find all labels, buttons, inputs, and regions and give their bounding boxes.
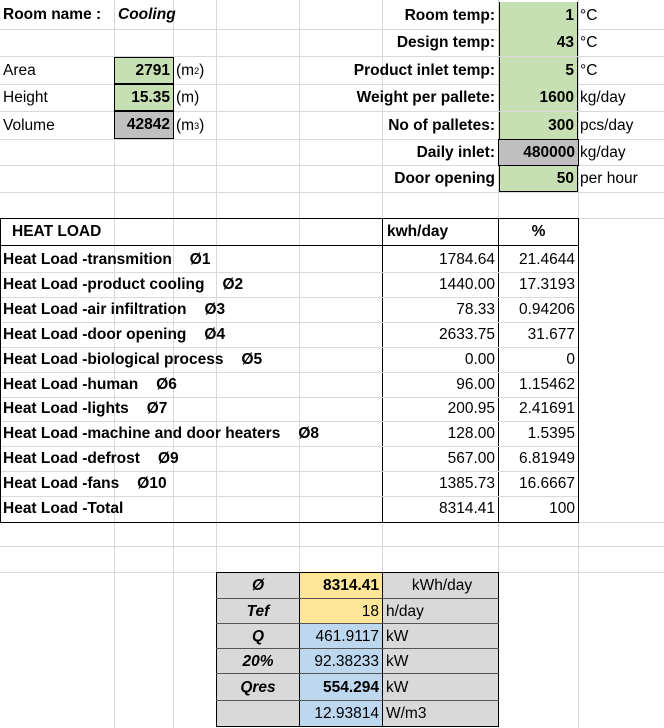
heat-load-percent-value[interactable]: 1.5395 bbox=[527, 425, 575, 443]
kwh-day-header: kwh/day bbox=[387, 223, 449, 241]
heat-load-symbol: Ø7 bbox=[146, 400, 168, 418]
heat-load-symbol: Ø2 bbox=[222, 276, 244, 294]
room-name-label: Room name : bbox=[3, 6, 102, 24]
summary-label bbox=[217, 701, 299, 726]
heat-load-percent-value[interactable]: 17.3193 bbox=[518, 276, 575, 294]
summary-unit: W/m3 bbox=[383, 701, 498, 726]
param-inlet-temp-unit: °C bbox=[580, 61, 598, 79]
summary-label: 20% bbox=[217, 649, 299, 674]
area-unit: (m 2 ) bbox=[176, 62, 205, 80]
heat-load-label: Heat Load -human bbox=[3, 376, 139, 394]
heat-load-percent-value[interactable]: 0.94206 bbox=[518, 301, 575, 319]
heat-load-kwh-value[interactable]: 2633.75 bbox=[438, 326, 495, 344]
summary-value[interactable]: 8314.41 bbox=[300, 573, 382, 599]
heat-load-kwh-value[interactable]: 200.95 bbox=[447, 400, 495, 418]
heat-load-percent-value[interactable]: 1.15462 bbox=[518, 376, 575, 394]
param-design-temp-label: Design temp: bbox=[396, 33, 495, 51]
summary-label: Tef bbox=[217, 599, 299, 624]
heat-load-kwh-value[interactable]: 1440.00 bbox=[438, 276, 495, 294]
summary-unit: kW bbox=[383, 624, 498, 649]
summary-unit: kWh/day bbox=[383, 573, 498, 599]
heat-load-row-name bbox=[0, 422, 380, 446]
heat-load-header: HEAT LOAD bbox=[12, 223, 102, 241]
heat-load-label: Heat Load -biological process bbox=[3, 351, 224, 369]
heat-load-row-name bbox=[0, 447, 380, 471]
heat-load-symbol: Ø6 bbox=[156, 376, 177, 394]
heat-load-symbol: Ø10 bbox=[137, 475, 167, 493]
heat-load-percent-value[interactable]: 21.4644 bbox=[518, 251, 575, 269]
heat-load-row-name bbox=[0, 373, 380, 397]
heat-load-kwh-value[interactable]: 128.00 bbox=[447, 425, 495, 443]
summary-label: Q bbox=[217, 624, 299, 649]
heat-load-percent-value[interactable]: 100 bbox=[549, 500, 575, 518]
param-inlet-temp-value[interactable]: 5 bbox=[499, 57, 578, 84]
height-label: Height bbox=[3, 89, 48, 107]
summary-value[interactable]: 18 bbox=[300, 599, 382, 624]
summary-value[interactable]: 12.93814 bbox=[300, 701, 382, 726]
summary-unit: h/day bbox=[383, 599, 498, 624]
param-pallets-value[interactable]: 300 bbox=[499, 112, 578, 139]
heat-load-percent-value[interactable]: 16.6667 bbox=[518, 475, 575, 493]
param-design-temp-value[interactable]: 43 bbox=[499, 29, 578, 56]
heat-load-row-name bbox=[0, 298, 380, 322]
param-door-opening-label: Door opening bbox=[394, 170, 495, 188]
volume-unit: (m 3 ) bbox=[176, 117, 205, 135]
heat-load-percent-value[interactable]: 2.41691 bbox=[518, 400, 575, 418]
heat-load-kwh-value[interactable]: 1385.73 bbox=[438, 475, 495, 493]
heat-load-row-name bbox=[0, 397, 380, 421]
heat-load-kwh-value[interactable]: 567.00 bbox=[447, 450, 495, 468]
heat-load-kwh-value[interactable]: 1784.64 bbox=[438, 251, 495, 269]
summary-value[interactable]: 461.9117 bbox=[300, 624, 382, 649]
heat-load-row-name bbox=[0, 348, 380, 372]
param-daily-inlet-label: Daily inlet: bbox=[416, 143, 495, 161]
area-label: Area bbox=[3, 62, 36, 80]
percent-header: % bbox=[531, 223, 546, 241]
heat-load-symbol: Ø5 bbox=[241, 351, 263, 369]
heat-load-label: Heat Load -defrost bbox=[3, 450, 140, 468]
param-weight-unit: kg/day bbox=[580, 88, 626, 106]
param-pallets-label: No of palletes: bbox=[388, 116, 495, 134]
heat-load-label: Heat Load -door opening bbox=[3, 326, 187, 344]
param-daily-inlet-unit: kg/day bbox=[580, 143, 626, 161]
heat-load-label: Heat Load -Total bbox=[3, 500, 124, 518]
heat-load-kwh-value[interactable]: 78.33 bbox=[456, 301, 495, 319]
heat-load-label: Heat Load -air infiltration bbox=[3, 301, 187, 319]
volume-value[interactable]: 42842 bbox=[114, 111, 174, 139]
summary-unit: kW bbox=[383, 649, 498, 674]
heat-load-label: Heat Load -lights bbox=[3, 400, 129, 418]
param-design-temp-unit: °C bbox=[580, 33, 598, 51]
room-name-value[interactable]: Cooling bbox=[118, 6, 176, 24]
param-weight-label: Weight per pallete: bbox=[356, 88, 495, 106]
param-room-temp-label: Room temp: bbox=[404, 6, 495, 24]
heat-load-symbol: Ø9 bbox=[157, 450, 179, 468]
heat-load-symbol: Ø4 bbox=[204, 326, 226, 344]
param-room-temp-unit: °C bbox=[580, 6, 598, 24]
summary-label: Qres bbox=[217, 674, 299, 701]
param-inlet-temp-label: Product inlet temp: bbox=[353, 61, 495, 79]
heat-load-label: Heat Load -machine and door heaters bbox=[3, 425, 281, 443]
summary-value[interactable]: 92.38233 bbox=[300, 649, 382, 674]
heat-load-percent-value[interactable]: 31.677 bbox=[527, 326, 575, 344]
heat-load-symbol: Ø1 bbox=[189, 251, 211, 269]
heat-load-symbol: Ø3 bbox=[204, 301, 226, 319]
heat-load-row-name bbox=[0, 273, 380, 297]
summary-unit: kW bbox=[383, 674, 498, 701]
heat-load-kwh-value[interactable]: 0.00 bbox=[464, 351, 495, 369]
heat-load-row-name bbox=[0, 323, 380, 347]
area-value[interactable]: 2791 bbox=[114, 57, 174, 84]
param-room-temp-value[interactable]: 1 bbox=[499, 2, 578, 29]
heat-load-row-name bbox=[0, 497, 380, 521]
heat-load-kwh-value[interactable]: 96.00 bbox=[456, 376, 495, 394]
param-door-opening-unit: per hour bbox=[580, 170, 638, 188]
height-value[interactable]: 15.35 bbox=[114, 84, 174, 111]
param-pallets-unit: pcs/day bbox=[580, 116, 634, 134]
volume-label: Volume bbox=[3, 117, 55, 135]
param-door-opening-value[interactable]: 50 bbox=[499, 166, 578, 192]
heat-load-label: Heat Load -product cooling bbox=[3, 276, 205, 294]
heat-load-percent-value[interactable]: 6.81949 bbox=[518, 450, 575, 468]
heat-load-row-name bbox=[0, 472, 380, 496]
heat-load-label: Heat Load -fans bbox=[3, 475, 120, 493]
summary-label: Ø bbox=[217, 573, 299, 599]
heat-load-kwh-value[interactable]: 8314.41 bbox=[438, 500, 495, 518]
param-weight-value[interactable]: 1600 bbox=[499, 84, 578, 111]
heat-load-row-name bbox=[0, 248, 380, 272]
heat-load-label: Heat Load -transmition bbox=[3, 251, 172, 269]
heat-load-percent-value[interactable]: 0 bbox=[566, 351, 575, 369]
heat-load-symbol: Ø8 bbox=[298, 425, 320, 443]
param-daily-inlet-value[interactable]: 480000 bbox=[498, 139, 579, 166]
summary-value[interactable]: 554.294 bbox=[300, 674, 382, 701]
height-unit: (m) bbox=[176, 89, 200, 107]
